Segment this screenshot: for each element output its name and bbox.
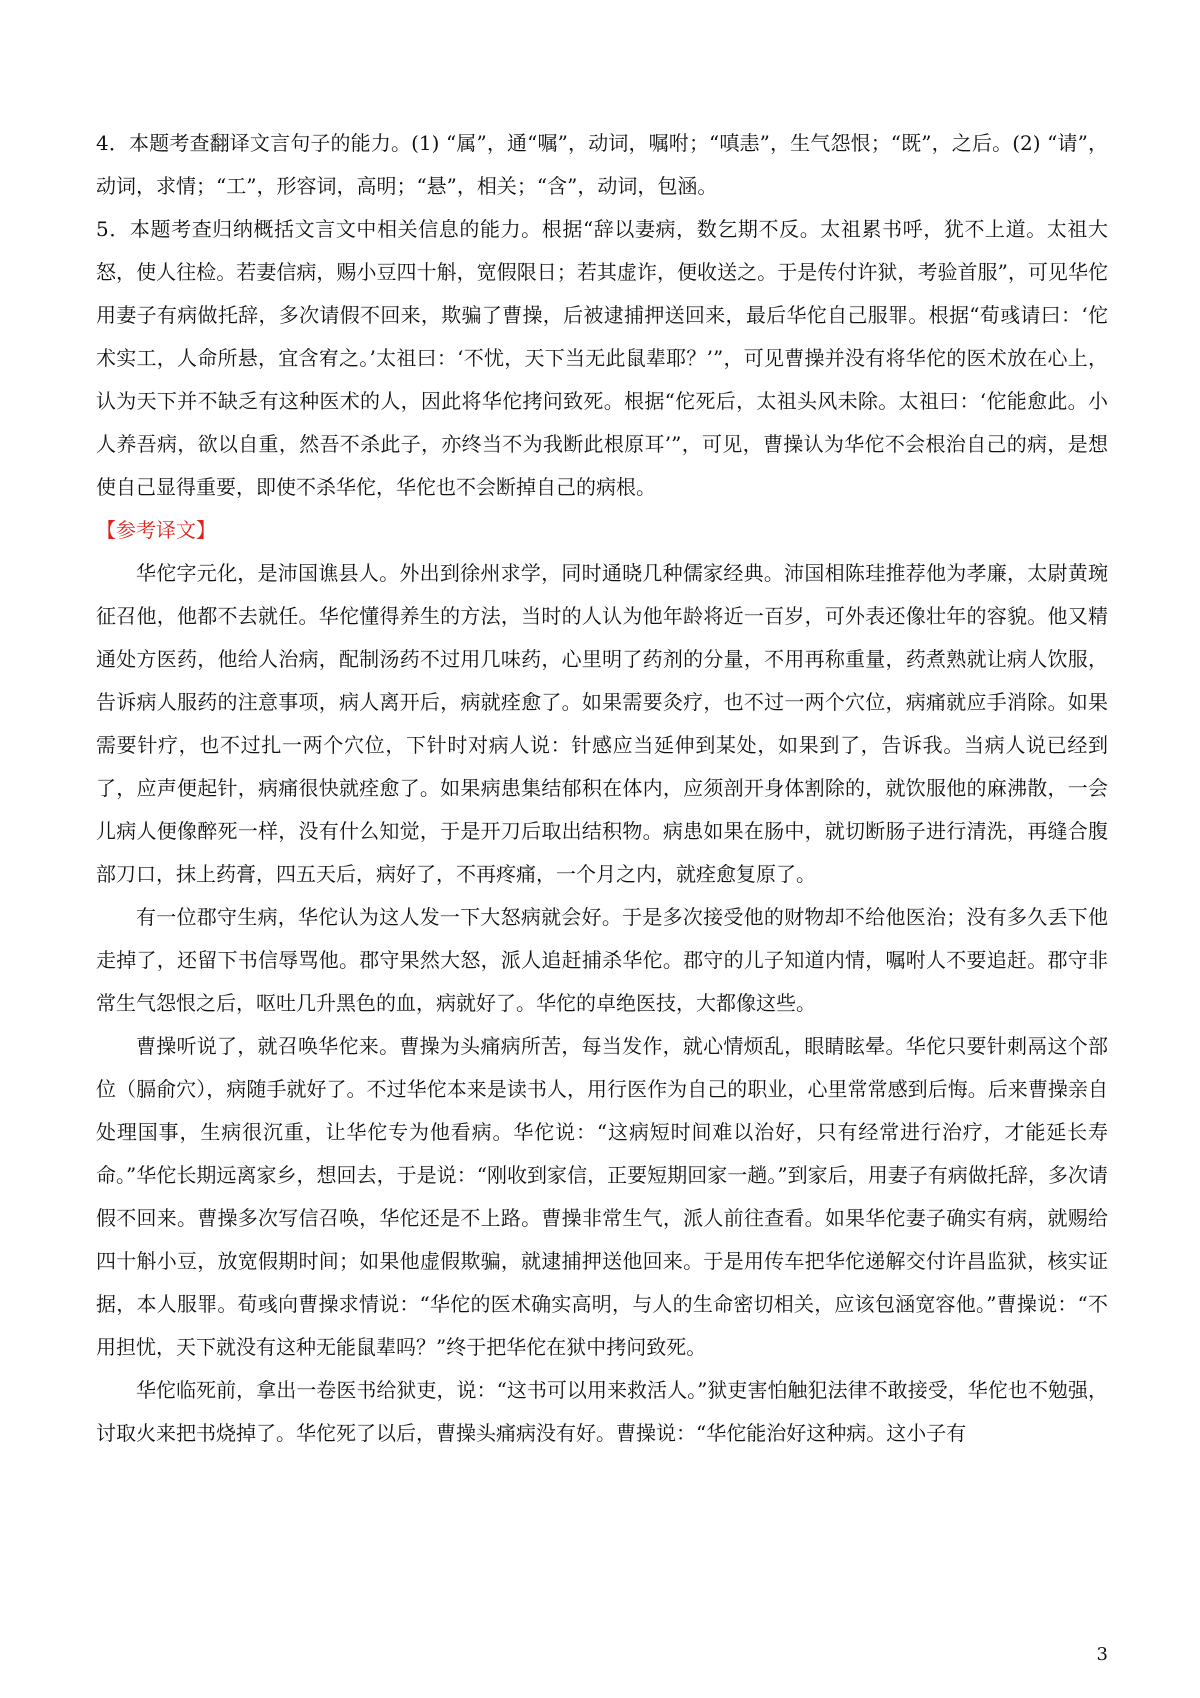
answer-4: 4．本题考查翻译文言句子的能力。(1) “属”，通“嘱”，动词，嘱咐；“嗔恚”，生气怨恨；“既”，之后。(2) “请”，动词，求情；“工”，形容词，高明；“悬”，相关；“含”，动词，包涵。 bbox=[96, 131, 1108, 198]
translation-paragraph: 曹操听说了，就召唤华佗来。曹操为头痛病所苦，每当发作，就心情烦乱，眼睛眩晕。华佗只要针刺鬲这个部位（膈俞穴），病随手就好了。不过华佗本来是读书人，用行医作为自己的职业，心里常常感到后悔。后来曹操亲自处理国事，生病很沉重，让华佗专为他看病。华佗说：“这病短时间难以治好，只有经常进行治疗，才能延长寿命。”华佗长期远离家乡，想回去，于是说：“刚收到家信，正要短期回家一趟。”到家后，用妻子有病做托辞，多次请假不回来。曹操多次写信召唤，华佗还是不上路。曹操非常生气，派人前往查看。如果华佗妻子确实有病，就赐给四十斛小豆，放宽假期时间；如果他虚假欺骗，就逮捕押送他回来。于是用传车把华佗递解交付许昌监狱，核实证据，本人服罪。荀彧向曹操求情说：“华佗的医术确实高明，与人的生命密切相关，应该包涵宽容他。”曹操说：“不用担忧，天下就没有这种无能鼠辈吗？”终于把华佗在狱中拷问致死。 bbox=[96, 1034, 1108, 1359]
answer-5: 5．本题考查归纳概括文言文中相关信息的能力。根据“辞以妻病，数乞期不反。太祖累书呼，犹不上道。太祖大怒，使人往检。若妻信病，赐小豆四十斛，宽假限日；若其虚诈，便收送之。于是传付许狱，考验首服”，可见华佗用妻子有病做托辞，多次请假不回来，欺骗了曹操，后被逮捕押送回来，最后华佗自己服罪。根据“荀彧请曰：‘佗术实工，人命所悬，宜含宥之。’太祖曰：‘不忧，天下当无此鼠辈耶？’”，可见曹操并没有将华佗的医术放在心上，认为天下并不缺乏有这种医术的人，因此将华佗拷问致死。根据“佗死后，太祖头风未除。太祖曰：‘佗能愈此。小人养吾病，欲以自重，然吾不杀此子，亦终当不为我断此根原耳’”，可见，曹操认为华佗不会根治自己的病，是想使自己显得重要，即使不杀华佗，华佗也不会断掉自己的病根。 bbox=[96, 217, 1108, 499]
document-page bbox=[96, 122, 1108, 1455]
reference-translation-heading: 【参考译文】 bbox=[96, 518, 216, 542]
translation-paragraph: 华佗字元化，是沛国谯县人。外出到徐州求学，同时通晓几种儒家经典。沛国相陈珪推荐他为孝廉，太尉黄琬征召他，他都不去就任。华佗懂得养生的方法，当时的人认为他年龄将近一百岁，可外表还像壮年的容貌。他又精通处方医药，他给人治病，配制汤药不过用几味药，心里明了药剂的分量，不用再称重量，药煮熟就让病人饮服，告诉病人服药的注意事项，病人离开后，病就痊愈了。如果需要灸疗，也不过一两个穴位，病痛就应手消除。如果需要针疗，也不过扎一两个穴位，下针时对病人说：针感应当延伸到某处，如果到了，告诉我。当病人说已经到了，应声便起针，病痛很快就痊愈了。如果病患集结郁积在体内，应须剖开身体割除的，就饮服他的麻沸散，一会儿病人便像醉死一样，没有什么知觉，于是开刀后取出结积物。病患如果在肠中，就切断肠子进行清洗，再缝合腹部刀口，抹上药膏，四五天后，病好了，不再疼痛，一个月之内，就痊愈复原了。 bbox=[96, 561, 1108, 886]
page-number: 3 bbox=[1096, 1644, 1108, 1665]
translation-paragraph: 有一位郡守生病，华佗认为这人发一下大怒病就会好。于是多次接受他的财物却不给他医治；没有多久丢下他走掉了，还留下书信辱骂他。郡守果然大怒，派人追赶捕杀华佗。郡守的儿子知道内情，嘱咐人不要追赶。郡守非常生气怨恨之后，呕吐几升黑色的血，病就好了。华佗的卓绝医技，大都像这些。 bbox=[96, 905, 1108, 1015]
translation-paragraph: 华佗临死前，拿出一卷医书给狱吏，说：“这书可以用来救活人。”狱吏害怕触犯法律不敢接受，华佗也不勉强，讨取火来把书烧掉了。华佗死了以后，曹操头痛病没有好。曹操说：“华佗能治好这种病。这小子有 bbox=[96, 1378, 1108, 1445]
